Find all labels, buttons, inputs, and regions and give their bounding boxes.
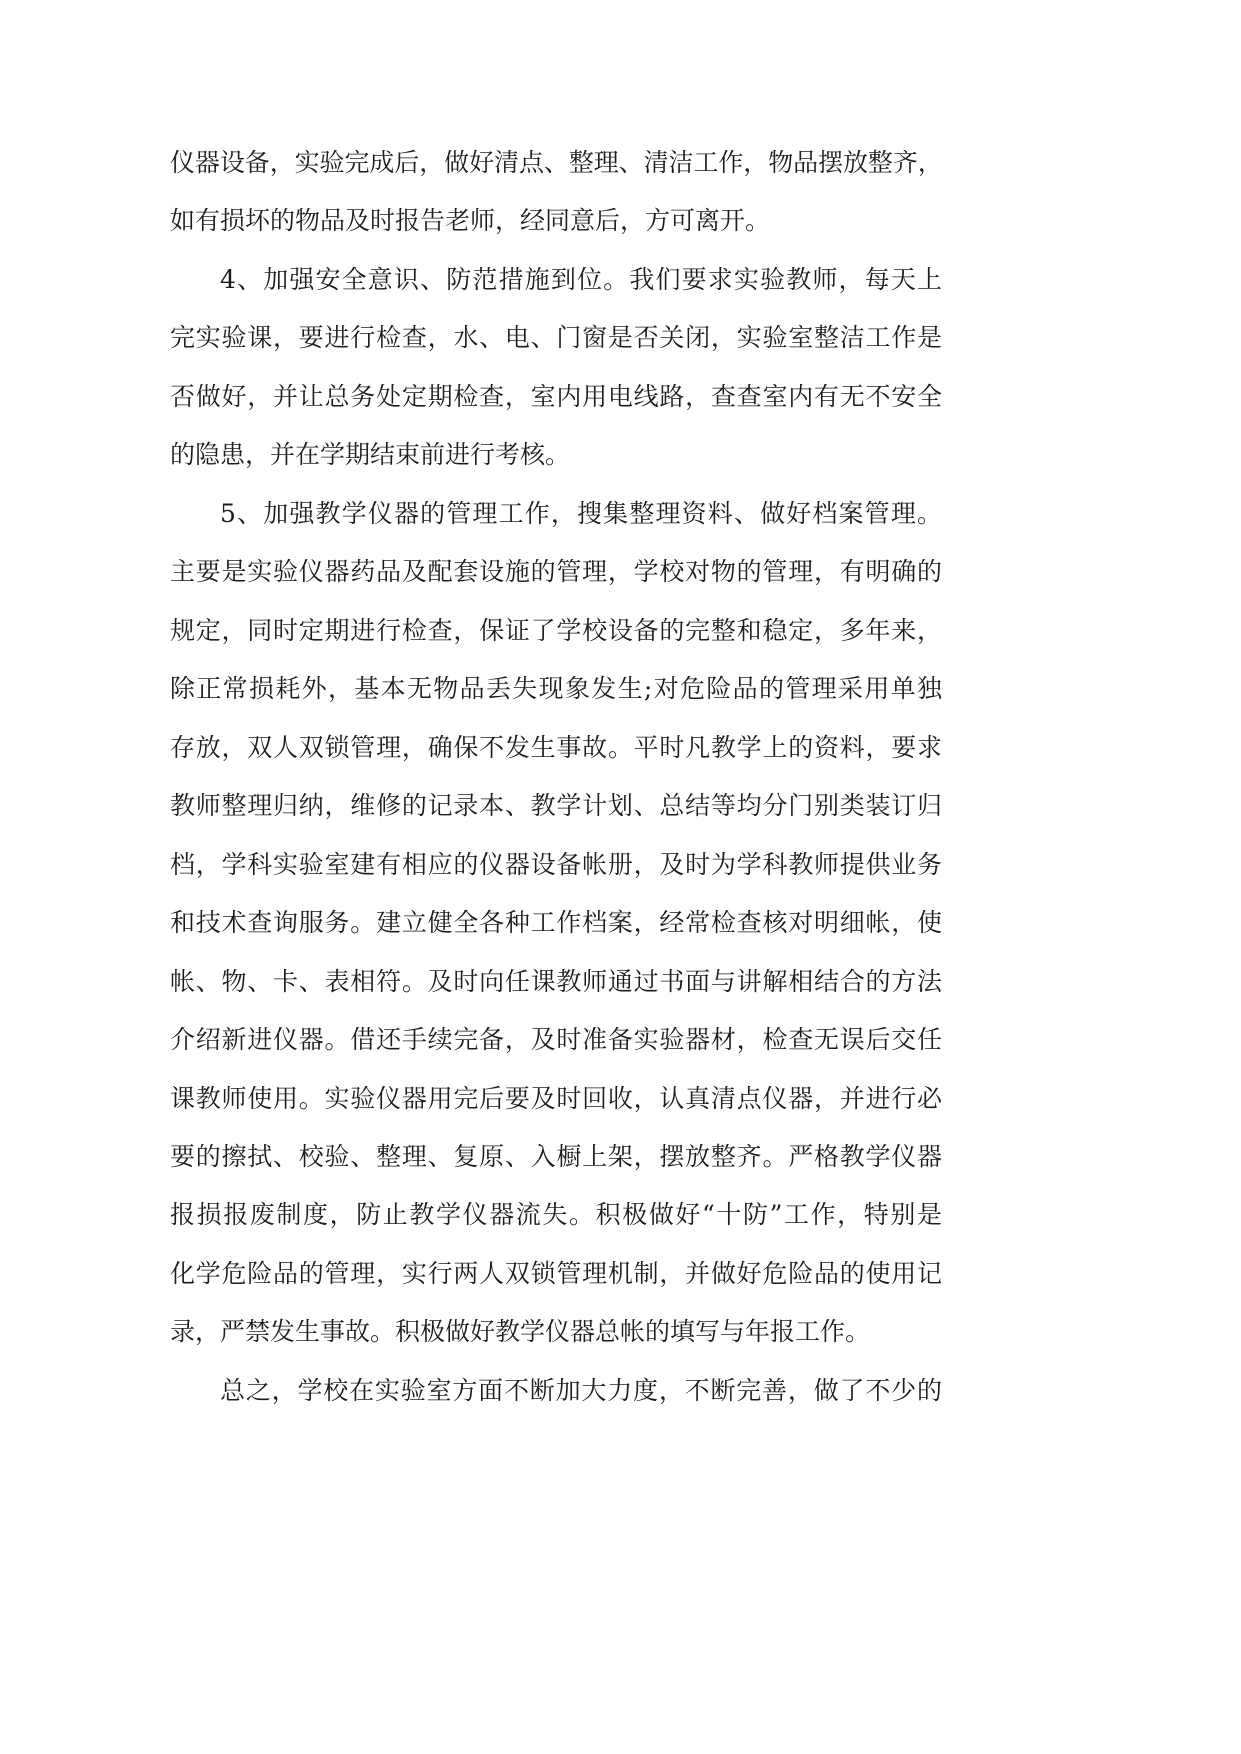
text-line: 要的擦拭、校验、整理、复原、入橱上架，摆放整齐。严格教学仪器 [170,1141,942,1171]
text-line: 存放，双人双锁管理，确保不发生事故。平时凡教学上的资料，要求 [170,732,942,762]
text-line: 完实验课，要进行检查，水、电、门窗是否关闭，实验室整洁工作是 [170,323,942,353]
text-line: 总之，学校在实验室方面不断加大力度，不断完善，做了不少的 [220,1375,942,1405]
text-line: 仪器设备，实验完成后，做好清点、整理、清洁工作，物品摆放整齐， [170,148,942,177]
text-line: 档，学科实验室建有相应的仪器设备帐册，及时为学科教师提供业务 [170,849,942,879]
text-line: 课教师使用。实验仪器用完后要及时回收，认真清点仪器，并进行必 [170,1083,942,1113]
text-line: 如有损坏的物品及时报告老师，经同意后，方可离开。 [170,206,771,236]
body-text [170,134,942,1420]
paragraph-item-4 [170,251,942,485]
text-line: 4、加强安全意识、防范措施到位。我们要求实验教师，每天上 [220,264,942,294]
paragraph-continuation [170,134,942,251]
text-line: 5、加强教学仪器的管理工作，搜集整理资料、做好档案管理。 [220,498,942,528]
text-line: 报损报废制度，防止教学仪器流失。积极做好“十防”工作，特别是 [170,1200,942,1230]
text-line: 否做好，并让总务处定期检查，室内用电线路，查查室内有无不安全 [170,381,942,411]
text-line: 和技术查询服务。建立健全各种工作档案，经常检查核对明细帐，使 [170,908,942,938]
text-line: 化学危险品的管理，实行两人双锁管理机制，并做好危险品的使用记 [170,1258,942,1288]
text-line: 录，严禁发生事故。积极做好教学仪器总帐的填写与年报工作。 [170,1317,871,1347]
text-line: 介绍新进仪器。借还手续完备，及时准备实验器材，检查无误后交任 [170,1025,942,1055]
text-line: 除正常损耗外，基本无物品丢失现象发生;对危险品的管理采用单独 [170,674,942,704]
text-line: 教师整理归纳，维修的记录本、教学计划、总结等均分门别类装订归 [170,791,942,821]
paragraph-summary [170,1362,942,1420]
paragraph-item-5 [170,485,942,1362]
text-line: 帐、物、卡、表相符。及时向任课教师通过书面与讲解相结合的方法 [170,966,942,996]
text-line: 规定，同时定期进行检查，保证了学校设备的完整和稳定，多年来， [170,615,942,645]
text-line: 的隐患，并在学期结束前进行考核。 [170,440,571,470]
text-line: 主要是实验仪器药品及配套设施的管理，学校对物的管理，有明确的 [170,557,942,587]
